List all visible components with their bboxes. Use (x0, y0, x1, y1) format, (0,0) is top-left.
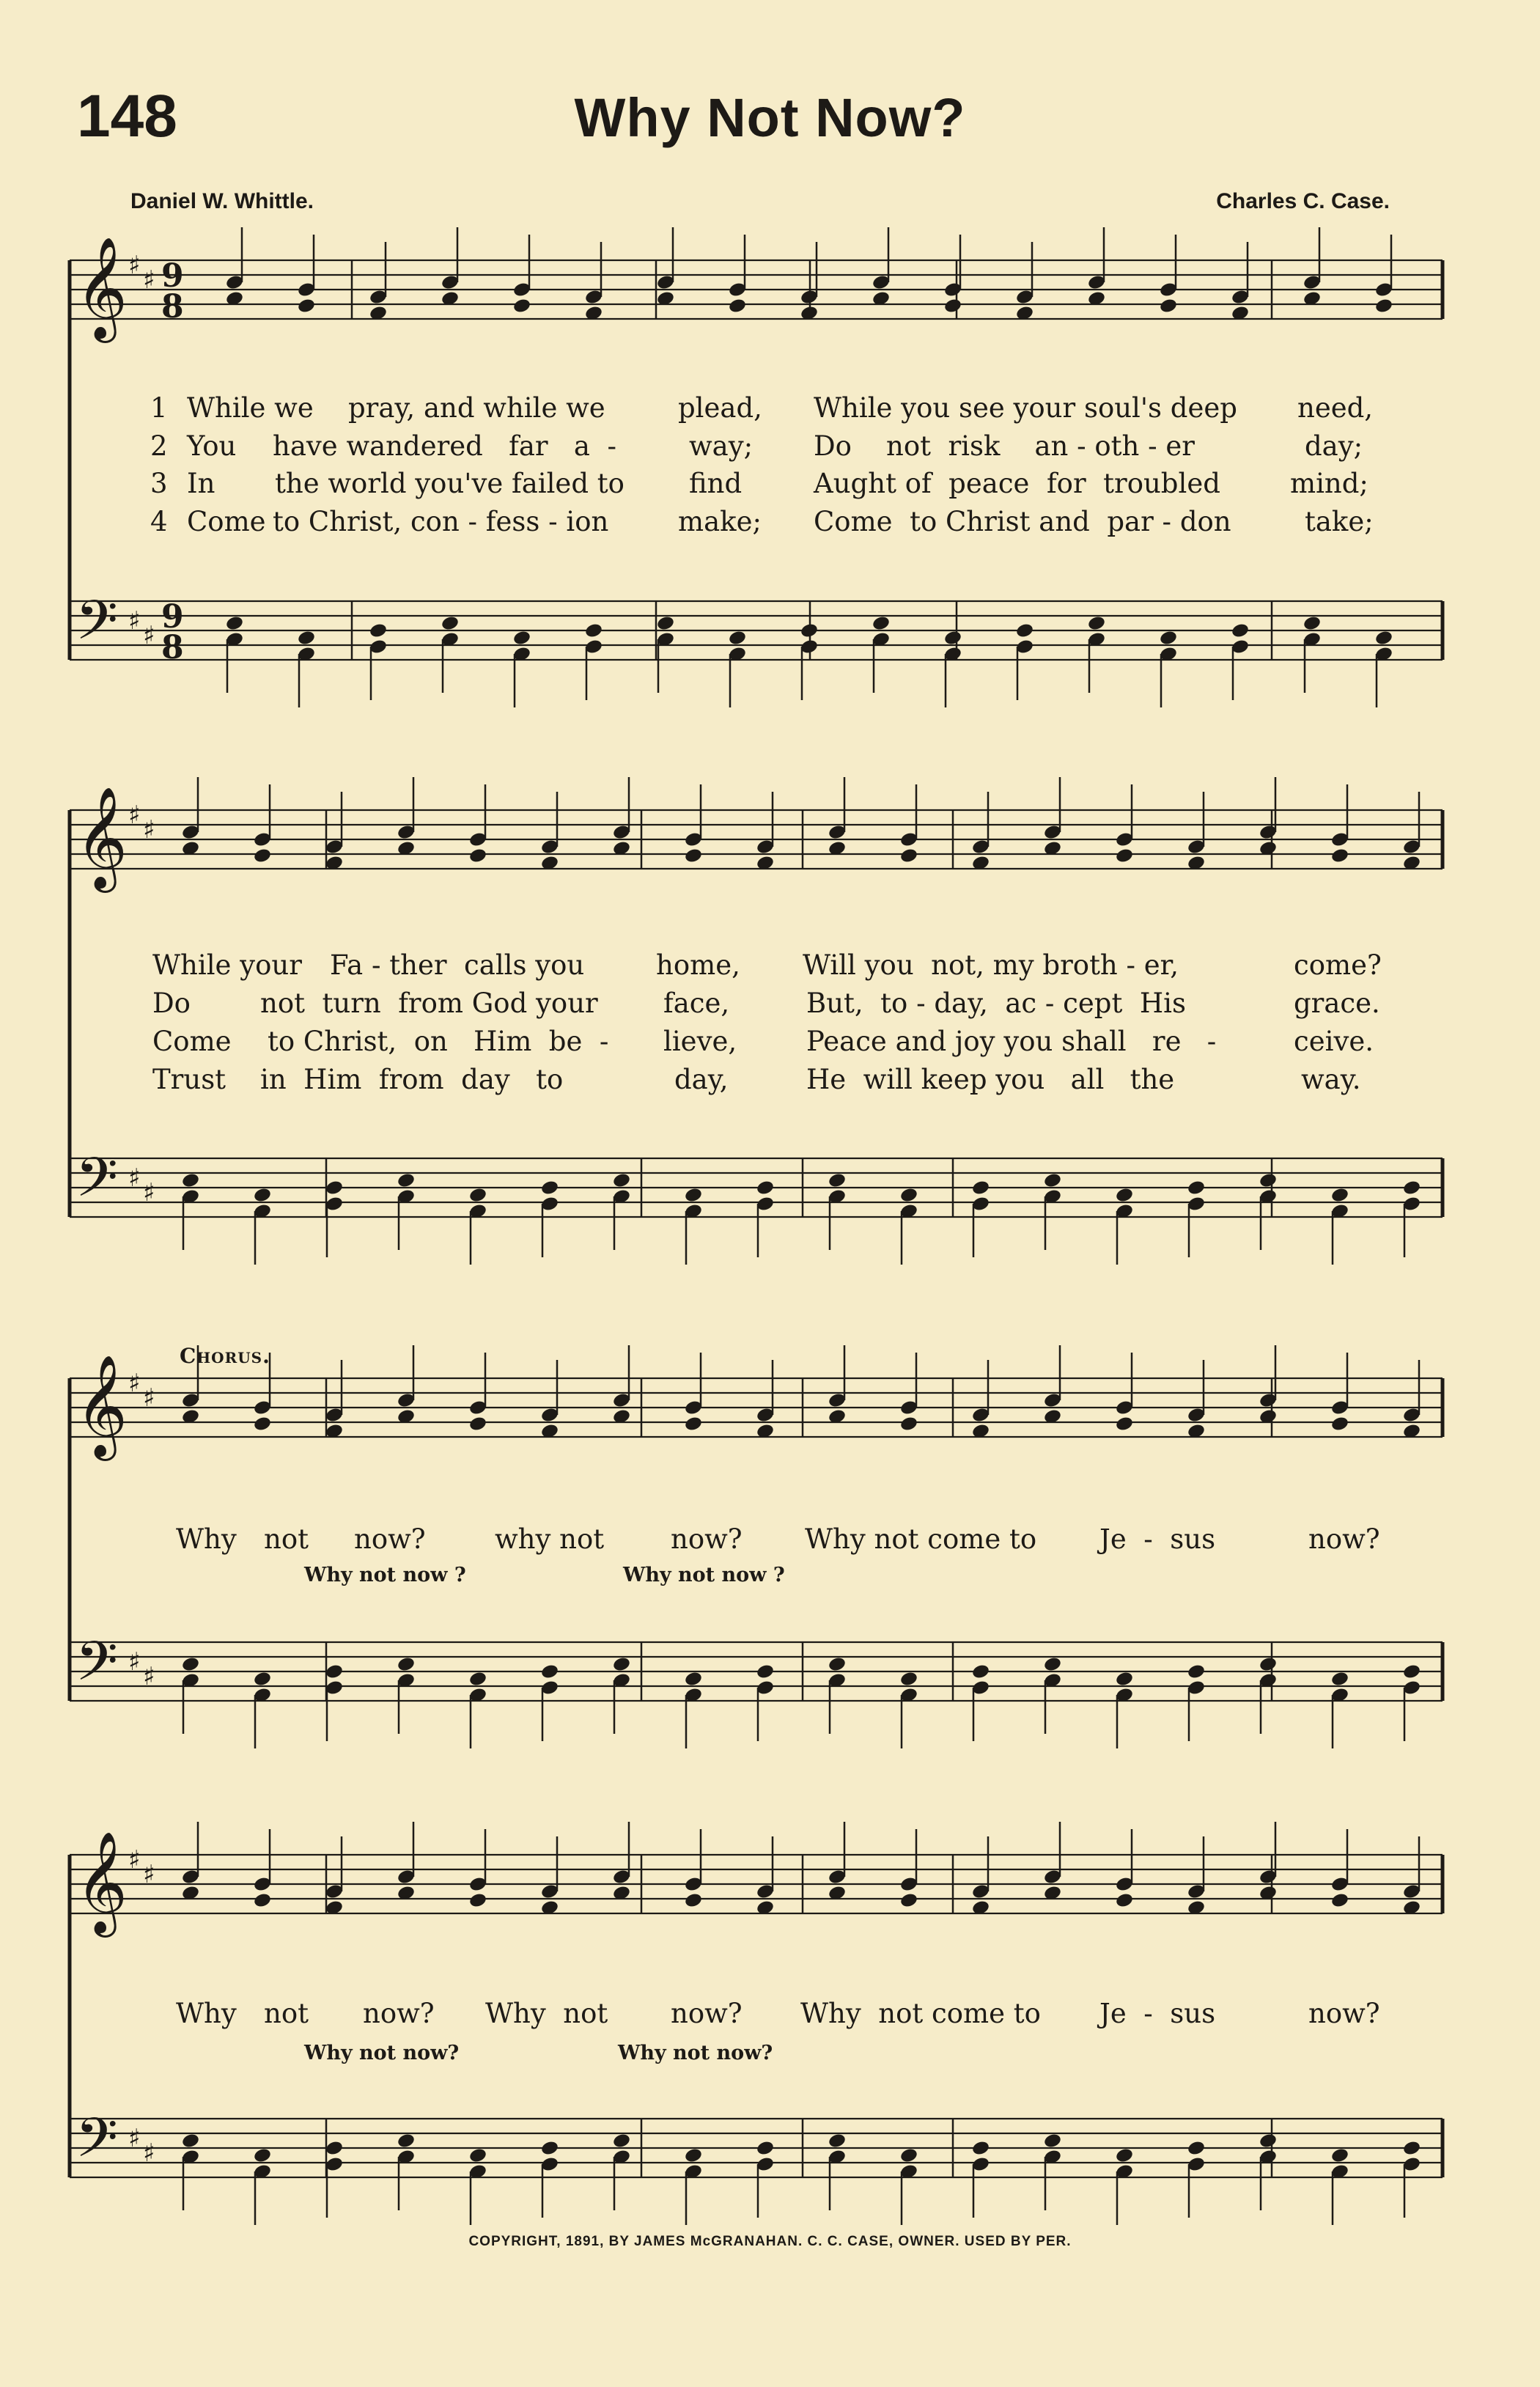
hymn-number: 148 (77, 83, 177, 150)
treble-clef: 𝄞 (75, 787, 128, 889)
notehead (899, 1892, 918, 1909)
bass-clef: 𝄢 (75, 589, 118, 666)
treble-clef: 𝄞 (75, 237, 128, 339)
lyric-fragment: ceive. (1294, 1026, 1374, 1057)
lyric-fragment: come? (1294, 949, 1382, 981)
notehead (1043, 2133, 1062, 2149)
sharp-sign: ♯ (128, 251, 141, 280)
sharp-sign: ♯ (128, 1845, 141, 1875)
lyric-fragment: the world you've failed to (275, 468, 625, 499)
notehead (1231, 622, 1250, 639)
echo-lyric: Why not now ? (304, 1564, 466, 1586)
notehead (684, 1671, 703, 1688)
sharp-sign: ♯ (143, 1662, 155, 1691)
notehead (656, 615, 675, 632)
notehead (1374, 630, 1393, 647)
notehead (1259, 2133, 1278, 2149)
notehead (899, 847, 918, 864)
notehead (728, 298, 747, 315)
lyric-fragment: While you see your soul's deep (814, 392, 1237, 424)
lyric-fragment: face, (663, 987, 730, 1019)
lyric-fragment: now? (671, 1998, 743, 2029)
notehead (540, 2140, 559, 2157)
notehead (1330, 2147, 1349, 2164)
treble-clef: 𝄞 (75, 1355, 128, 1457)
lyric-fragment: Peace and joy you shall re - (806, 1026, 1217, 1057)
notehead (1115, 847, 1134, 864)
lyric-fragment: not turn from God your (260, 987, 598, 1019)
lyric-fragment: to Christ, con - fess - ion (273, 506, 609, 537)
lyric-fragment: Why (176, 1998, 237, 2029)
notehead (1402, 2140, 1421, 2157)
lyric-fragment: why not (495, 1523, 605, 1555)
notehead (253, 1671, 272, 1688)
notehead (1087, 615, 1106, 632)
composer-credit: Charles C. Case. (1216, 189, 1390, 213)
lyric-fragment: Why not come to (800, 1998, 1041, 2029)
time-signature: 9 (161, 598, 184, 636)
notehead (253, 847, 272, 864)
notehead (468, 2147, 487, 2164)
hymn-title: Why Not Now? (574, 87, 966, 148)
notehead (612, 1172, 631, 1189)
notehead (1402, 1180, 1421, 1196)
lyric-fragment: way. (1301, 1064, 1361, 1095)
notehead (1115, 1892, 1134, 1909)
notehead (684, 2147, 703, 2164)
lyric-fragment: While we (187, 392, 314, 424)
lyric-fragment: day; (1305, 430, 1363, 462)
lyric-fragment: take; (1305, 506, 1374, 537)
sharp-sign: ♯ (128, 1647, 141, 1677)
lyric-fragment: lieve, (663, 1026, 737, 1057)
notehead (468, 1671, 487, 1688)
notehead (397, 1172, 416, 1189)
sharp-sign: ♯ (143, 1178, 155, 1207)
notehead (181, 1172, 200, 1189)
notehead (1330, 1892, 1349, 1909)
notehead (872, 615, 891, 632)
lyric-fragment: not (264, 1998, 309, 2029)
notehead (181, 2133, 200, 2149)
notehead (756, 1180, 775, 1196)
verse-number: 2 (150, 430, 168, 462)
lyric-fragment: Why not come to (805, 1523, 1037, 1555)
lyric-fragment: way; (689, 430, 754, 462)
notehead (828, 1172, 847, 1189)
bass-clef: 𝄢 (75, 1630, 118, 1707)
notehead (1115, 1671, 1134, 1688)
lyric-fragment: Why (176, 1523, 237, 1555)
notehead (971, 1180, 990, 1196)
time-signature: 8 (161, 629, 184, 666)
sharp-sign: ♯ (143, 2138, 155, 2168)
lyric-fragment: now? (354, 1523, 426, 1555)
notehead (225, 615, 244, 632)
notehead (1330, 1187, 1349, 1204)
notehead (756, 1663, 775, 1680)
notehead (971, 2140, 990, 2157)
sharp-sign: ♯ (143, 621, 155, 650)
notehead (684, 1416, 703, 1432)
notehead (899, 2147, 918, 2164)
notehead (828, 1656, 847, 1673)
notehead (1330, 1416, 1349, 1432)
notehead (612, 1656, 631, 1673)
notehead (441, 615, 460, 632)
bass-clef: 𝄢 (75, 2106, 118, 2183)
notehead (325, 1180, 344, 1196)
lyric-fragment: now? (363, 1998, 435, 2029)
notehead (325, 2140, 344, 2157)
sharp-sign: ♯ (128, 2124, 141, 2153)
sharp-sign: ♯ (128, 1369, 141, 1398)
chorus-label: Chorus. (180, 1344, 270, 1368)
lyric-fragment: While your (152, 949, 302, 981)
verse-number: 4 (150, 506, 168, 537)
lyric-fragment: not (264, 1523, 309, 1555)
echo-lyric: Why not now? (304, 2042, 460, 2064)
sharp-sign: ♯ (143, 1383, 155, 1413)
lyric-fragment: day, (674, 1064, 729, 1095)
notehead (253, 1416, 272, 1432)
notehead (325, 1663, 344, 1680)
notehead (943, 630, 962, 647)
notehead (943, 298, 962, 315)
sharp-sign: ♯ (128, 606, 141, 636)
lyric-fragment: Je - sus (1099, 1523, 1216, 1555)
sharp-sign: ♯ (143, 265, 155, 295)
lyric-fragment: Je - sus (1099, 1998, 1216, 2029)
lyric-fragment: Trust (152, 1064, 226, 1095)
lyric-fragment: need, (1297, 392, 1374, 424)
notehead (1187, 1180, 1206, 1196)
notehead (253, 1187, 272, 1204)
notehead (397, 2133, 416, 2149)
notehead (512, 630, 531, 647)
notehead (1043, 1656, 1062, 1673)
notehead (512, 298, 531, 315)
notehead (1330, 1671, 1349, 1688)
lyric-fragment: Do not risk an - oth - er (814, 430, 1195, 462)
notehead (1115, 1187, 1134, 1204)
notehead (899, 1187, 918, 1204)
notehead (540, 1180, 559, 1196)
lyric-fragment: Come to Christ and par - don (814, 506, 1231, 537)
lyric-fragment: now? (1308, 1523, 1380, 1555)
notehead (1402, 1663, 1421, 1680)
notehead (1115, 2147, 1134, 2164)
notehead (1159, 298, 1178, 315)
notehead (684, 847, 703, 864)
lyric-fragment: You (187, 430, 237, 462)
notehead (253, 2147, 272, 2164)
notehead (1159, 630, 1178, 647)
lyric-fragment: Come (187, 506, 266, 537)
notehead (297, 630, 316, 647)
lyric-fragment: But, to - day, ac - cept His (806, 987, 1186, 1019)
notehead (1187, 2140, 1206, 2157)
notehead (612, 2133, 631, 2149)
notehead (684, 1892, 703, 1909)
lyric-fragment: Why not (485, 1998, 608, 2029)
notehead (899, 1416, 918, 1432)
lyric-fragment: find (689, 468, 743, 499)
notehead (899, 1671, 918, 1688)
lyric-fragment: Aught of peace for troubled (814, 468, 1220, 499)
lyric-fragment: He will keep you all the (806, 1064, 1175, 1095)
lyric-fragment: grace. (1294, 987, 1380, 1019)
notehead (397, 1656, 416, 1673)
notehead (1015, 622, 1034, 639)
lyric-fragment: Fa - ther calls you (330, 949, 585, 981)
treble-clef: 𝄞 (75, 1831, 128, 1933)
lyric-fragment: in Him from day to (260, 1064, 564, 1095)
notehead (1259, 1656, 1278, 1673)
bass-clef: 𝄢 (75, 1146, 118, 1223)
notehead (297, 298, 316, 315)
time-signature: 9 (161, 257, 184, 295)
notehead (1115, 1416, 1134, 1432)
notehead (1187, 1663, 1206, 1680)
verse-number: 1 (150, 392, 168, 424)
lyric-fragment: have wandered far a - (273, 430, 616, 462)
lyric-fragment: make; (678, 506, 762, 537)
notehead (756, 2140, 775, 2157)
sharp-sign: ♯ (143, 815, 155, 845)
sharp-sign: ♯ (128, 1163, 141, 1193)
notehead (253, 1892, 272, 1909)
notehead (971, 1663, 990, 1680)
lyric-fragment: pray, and while we (348, 392, 605, 424)
notehead (1043, 1172, 1062, 1189)
notehead (828, 2133, 847, 2149)
notehead (1374, 298, 1393, 315)
notehead (1259, 1172, 1278, 1189)
lyric-fragment: Come (152, 1026, 232, 1057)
lyricist-credit: Daniel W. Whittle. (130, 189, 314, 213)
lyric-fragment: Will you not, my broth - er, (803, 949, 1179, 981)
notehead (1330, 847, 1349, 864)
lyric-fragment: to Christ, on Him be - (268, 1026, 609, 1057)
notehead (468, 1416, 487, 1432)
echo-lyric: Why not now? (618, 2042, 773, 2064)
notehead (369, 622, 388, 639)
sharp-sign: ♯ (128, 801, 141, 830)
echo-lyric: Why not now ? (623, 1564, 785, 1586)
lyric-fragment: home, (656, 949, 740, 981)
copyright-notice: COPYRIGHT, 1891, BY JAMES McGRANAHAN. C. C. CASE, OWNER. USED BY PER. (468, 2234, 1072, 2249)
lyric-fragment: now? (1308, 1998, 1380, 2029)
notehead (468, 1187, 487, 1204)
verse-number: 3 (150, 468, 168, 499)
notehead (684, 1187, 703, 1204)
lyric-fragment: In (187, 468, 215, 499)
notehead (468, 847, 487, 864)
notehead (728, 630, 747, 647)
lyric-fragment: now? (671, 1523, 743, 1555)
notehead (468, 1892, 487, 1909)
time-signature: 8 (161, 288, 184, 326)
notehead (540, 1663, 559, 1680)
lyric-fragment: mind; (1290, 468, 1368, 499)
lyric-fragment: Do (152, 987, 191, 1019)
notehead (584, 622, 603, 639)
lyric-fragment: plead, (678, 392, 762, 424)
notehead (1303, 615, 1322, 632)
sharp-sign: ♯ (143, 1860, 155, 1889)
notehead (800, 622, 819, 639)
notehead (181, 1656, 200, 1673)
